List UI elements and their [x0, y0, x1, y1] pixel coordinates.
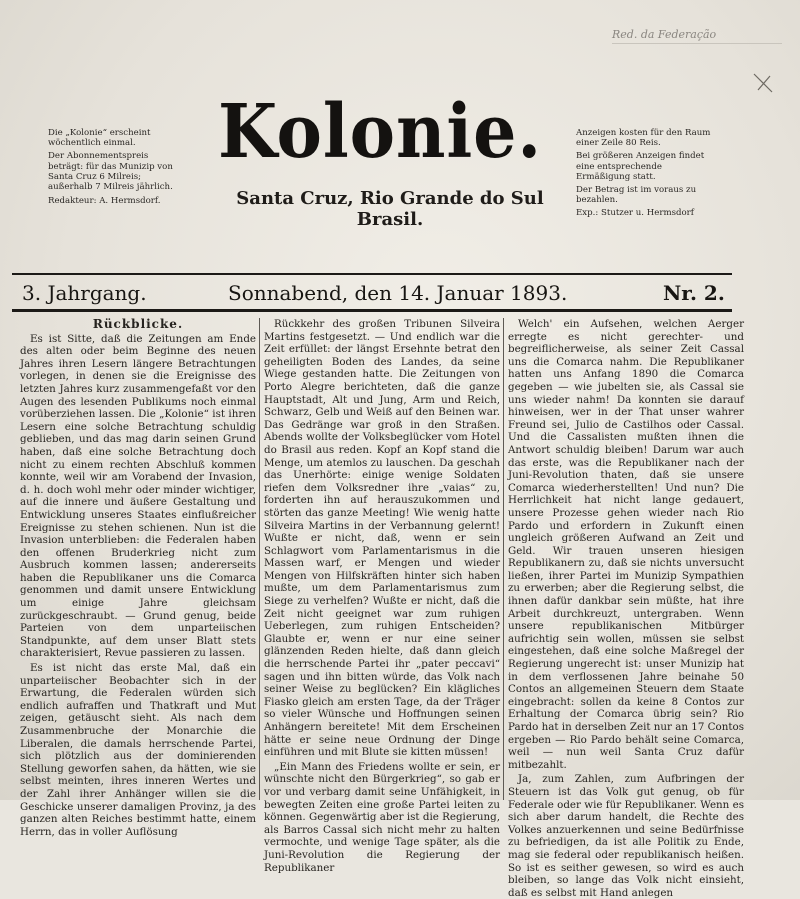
article-paragraph: „Ein Mann des Friedens wollte er sein, er wünschte nicht den Bürgerkrieg“, so gab er vor und verbarg damit seine Unfähigkeit, in bewegten Zeiten eine große Partei leiten zu können. Gegenwärtig aber ist die Regierung, als Barros Cassal sich nicht mehr zu halten vermochte, und wenige Tage später, als die Juni-Revolution die Regierung der Republikaner: [264, 760, 500, 874]
masthead-title: Kolonie.: [217, 89, 543, 175]
article-paragraph: Es ist nicht das erste Mal, daß ein unparteiischer Beobachter sich in der Erwartung, die Federalen würden sich endlich aufraffen und Thatkraft und Mut zeigen, getäuscht sieht. Als nach dem Zusammenbruche der Monarchie die Liberalen, die damals herrschende Partei, sich plötzlich aus der dominierenden Stellung geworfen sahen, da hätten, wie sie selbst meinten, ihres inneren Wertes und der Zahl ihrer Anhänger willen sie die Geschicke unserer damaligen Provinz, ja des ganzen alten Reiches bestimmt hatte, einem Herrn, das in voller Auflösung: [20, 662, 256, 838]
article-paragraph: Welch' ein Aufsehen, welchen Aerger erregte es nicht gerechter- und begreiflicherweise, als seiner Zeit Cassal uns die Comarca nahm. Die Republikaner hatten uns Anfang 1890 die Comarca gegeben — wie jubelten sie, als Cassal sie uns wieder nahm! Da konnten sie darauf hinweisen, wer in der That unser wahrer Freund sei, Julio de Castilhos oder Cassal. Und die Cassalisten mußten ihnen die Antwort schuldig bleiben! Darum war auch das erste, was die Republikaner nach der Juni-Revolution thaten, daß sie unsere Comarca wiederherstellten! Und nun? Die Herrlichkeit hat nicht lange gedauert, unsere Prozesse gehen wieder nach Rio Pardo und erfordern in Zukunft einen ungleich größeren Aufwand an Zeit und Geld. Wir trauen unseren hiesigen Republikanern zu, daß sie nichts unversucht ließen, ihrer Partei im Munizip Sympathien zu erwerben; aber die Regierung selbst, die ihnen dafür dankbar sein müßte, hat ihre Arbeit durchkreuzt, untergraben. Wenn unsere republikanischen Mitbürger aufrichtig sein wollen, müssen sie selbst eingestehen, daß eine solche Maßregel der Regierung ungerecht ist: unser Munizip hat in dem verflossenen Jahre beinahe 50 Contos an allgemeinen Steuern dem Staate eingebracht: sollen da keine 8 Contos zur Erhaltung der Comarca übrig sein? Rio Pardo hat in derselben Zeit nur an 17 Contos ergeben — Rio Pardo behält seine Comarca, weil — nun weil Santa Cruz dafür mitbezahlt.: [508, 318, 744, 771]
column-divider: [259, 318, 260, 800]
place-line: Santa Cruz, Rio Grande do Sul: [236, 188, 544, 209]
article-column-2: [264, 318, 500, 874]
issue-date: Sonnabend, den 14. Januar 1893.: [228, 281, 568, 305]
masthead: [180, 84, 580, 180]
archive-stamp: Red. da Federação: [612, 28, 782, 44]
issue-number: Nr. 2.: [663, 281, 725, 305]
dateline-bottom-rule: [12, 309, 732, 312]
editor-credit: Redakteur: A. Hermsdorf.: [48, 196, 161, 207]
publication-frequency: Die „Kolonie“ erscheint wöchentlich einmal.: [48, 128, 151, 149]
ad-discount: Bei größeren Anzeigen findet eine entsprechende Ermäßigung statt.: [576, 151, 705, 182]
subscription-price: Der Abonnementspreis beträgt: für das Munizip von Santa Cruz 6 Milreis; außerhalb 7 Milreis jährlich.: [48, 151, 173, 193]
article-column-1: [20, 317, 256, 838]
publisher-credit: Exp.: Stutzer u. Hermsdorf: [576, 208, 694, 219]
subscription-info: [48, 128, 176, 209]
country-line: Brasil.: [356, 209, 424, 230]
article-column-3: [508, 318, 744, 899]
masthead-subtitle: [200, 188, 580, 230]
ad-rate: Anzeigen kosten für den Raum einer Zeile 80 Reis.: [576, 128, 711, 149]
dateline-top-rule: [12, 273, 732, 275]
column-divider: [503, 318, 504, 800]
article-paragraph: Ja, zum Zahlen, zum Aufbringen der Steuern ist das Volk gut genug, ob für Federale oder wie für Republikaner. Wenn es sich aber darum handelt, die Rechte des Volkes anzuerkennen und seine Bedürfnisse zu befriedigen, da ist alle Politik zu Ende, mag sie federal oder republikanisch heißen. So ist es seither gewesen, so wird es auch bleiben, so lange das Volk nicht einsieht, daß es selbst mit Hand anlegen: [508, 773, 744, 899]
prepayment-note: Der Betrag ist im voraus zu bezahlen.: [576, 185, 697, 206]
article-paragraph: Rückkehr des großen Tribunen Silveira Martins festgesetzt. — Und endlich war die Zeit erfüllet: der längst Ersehnte betrat den geheiligten Boden des Landes, da seine Wiege gestanden hatte. Die Zeitungen von Porto Alegre berichteten, daß die ganze Hauptstadt, Alt und Jung, Arm und Reich, Schwarz, Gelb und Weiß auf den Beinen war. Das Gedränge war groß in den Straßen. Abends wollte der Volksbeglücker vom Hotel do Brasil aus reden. Kopf an Kopf stand die Menge, um atemlos zu lauschen. Da geschah das Unerhörte: einige wenige Soldaten riefen dem Volksredner ihre „vaias“ zu, forderten ihn auf herauszukommen und störten das ganze Meeting! Wie wenig hatte Silveira Martins in der Verbannung gelernt! Wußte er nicht, daß, wenn er sein Schlagwort vom Parlamentarismus in die Massen warf, er Mengen und wieder Mengen von Hilfskräften hinter sich haben mußte, um dem Parlamentarismus zum Siege zu verhelfen? Wußte er nicht, daß die Zeit nicht geeignet war zum ruhigen Ueberlegen, zum ruhigen Entscheiden? Glaubte er, wenn er nur eine seiner glänzenden Reden hielte, daß dann gleich die herrschende Partei ihr „pater peccavi“ sagen und ihn bitten würde, das Volk nach seiner Weise zu beglücken? Ein klägliches Fiasko gleich am ersten Tage, da der Träger so vieler Wünsche und Hoffnungen seinen Anhängern bereitete! Mit dem Erscheinen hätte er seine neue Ordnung der Dinge einführen und mit Blute sie kitten müssen!: [264, 318, 500, 759]
article-heading: Rückblicke.: [92, 317, 184, 331]
volume-year: 3. Jahrgang.: [22, 281, 147, 305]
article-paragraph: Es ist Sitte, daß die Zeitungen am Ende des alten oder beim Beginne des neuen Jahres ihren Lesern längere Betrachtungen vorlegen, in denen sie die Ereignisse des letzten Jahres kurz zusammengefaßt vor den Augen des lesenden Publikums noch einmal vorüberziehen lassen. Die „Kolonie“ ist ihren Lesern eine solche Betrachtung schuldig geblieben, und das mag darin seinen Grund haben, daß eine solche Betrachtung doch nicht zu einem rechten Abschluß kommen konnte, weil wir am Vorabend der Invasion, d. h. doch wohl mehr oder minder wichtiger, auf die innere und äußere Gestaltung und Entwicklung unseres Staates einflußreicher Ereignisse zu stehen schienen. Nun ist die Invasion unterblieben: die Federalen haben den offenen Bruderkrieg nicht zum Ausbruch kommen lassen; andererseits haben die Republikaner uns die Comarca genommen und damit unsere Entwicklung um einige Jahre gleichsam zurückgeschraubt. — Grund genug, beide Parteien von dem unparteiischen Standpunkte, auf dem unser Blatt stets charakterisiert, Revue passieren zu lassen.: [20, 332, 256, 660]
pen-mark-icon: [750, 70, 776, 96]
advertising-info: [576, 128, 716, 222]
